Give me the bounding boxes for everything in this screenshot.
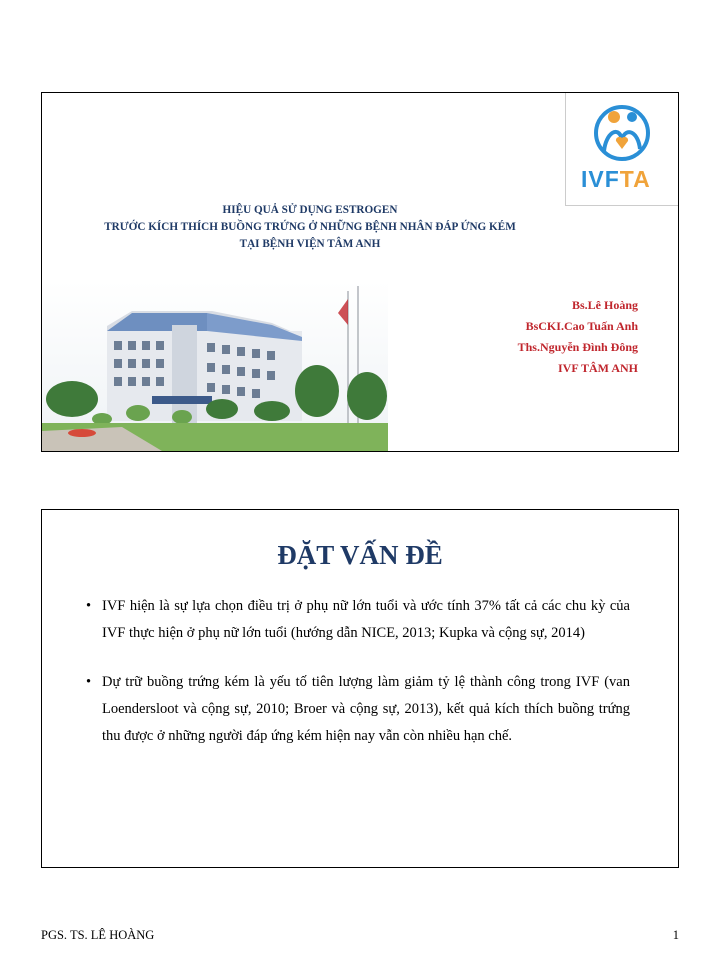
page-number: 1 [672,928,679,942]
slide2-title: ĐẶT VẤN ĐỀ [277,540,443,570]
bullet-text: IVF hiện là sự lựa chọn điều trị ở phụ nữ lớn tuổi và ước tính 37% tất cả các chu kỳ của IVF thực hiện ở phụ nữ lớn tuổi (hướng dẫn NICE, 2013; Kupka và cộng sự, 2014) [102,598,630,641]
list-item [86,669,630,750]
footer-author: PGS. TS. LÊ HOÀNG [41,928,155,942]
bullet-list [86,593,630,772]
ivfta-logo [565,93,678,206]
title-slide [41,92,679,452]
title-line-1: HIỆU QUẢ SỬ DỤNG ESTROGEN [222,204,398,216]
bullet-dot-icon: • [86,598,92,614]
hospital-photo [42,281,388,451]
logo-wordmark-ivf: IVF [581,166,620,192]
list-item [86,593,630,647]
logo-wordmark [581,166,651,193]
bullet-dot-icon: • [86,674,92,690]
family-logo-icon [566,93,678,168]
author-3: Ths.Nguyễn Đình Đông [517,340,638,354]
author-list [518,298,638,382]
author-1: Bs.Lê Hoàng [571,298,638,312]
author-2: BsCKI.Cao Tuấn Anh [525,319,638,333]
author-affiliation: IVF TÂM ANH [557,361,638,375]
problem-statement-slide [41,509,679,868]
title-line-2: TRƯỚC KÍCH THÍCH BUỒNG TRỨNG Ở NHỮNG BỆNH NHÂN ĐÁP ỨNG KÉM [104,221,516,233]
bullet-text: Dự trữ buồng trứng kém là yếu tố tiên lượng làm giảm tỷ lệ thành công trong IVF (van Loendersloot và cộng sự, 2010; Broer và cộng sự, 2013), kết quả kích thích buồng trứng thu được ở những người đáp ứng kém hiện nay vẫn còn nhiều hạn chế. [102,674,630,744]
logo-wordmark-ta: TA [619,166,651,192]
slide1-title [42,202,578,253]
title-line-3: TẠI BỆNH VIỆN TÂM ANH [239,238,381,250]
